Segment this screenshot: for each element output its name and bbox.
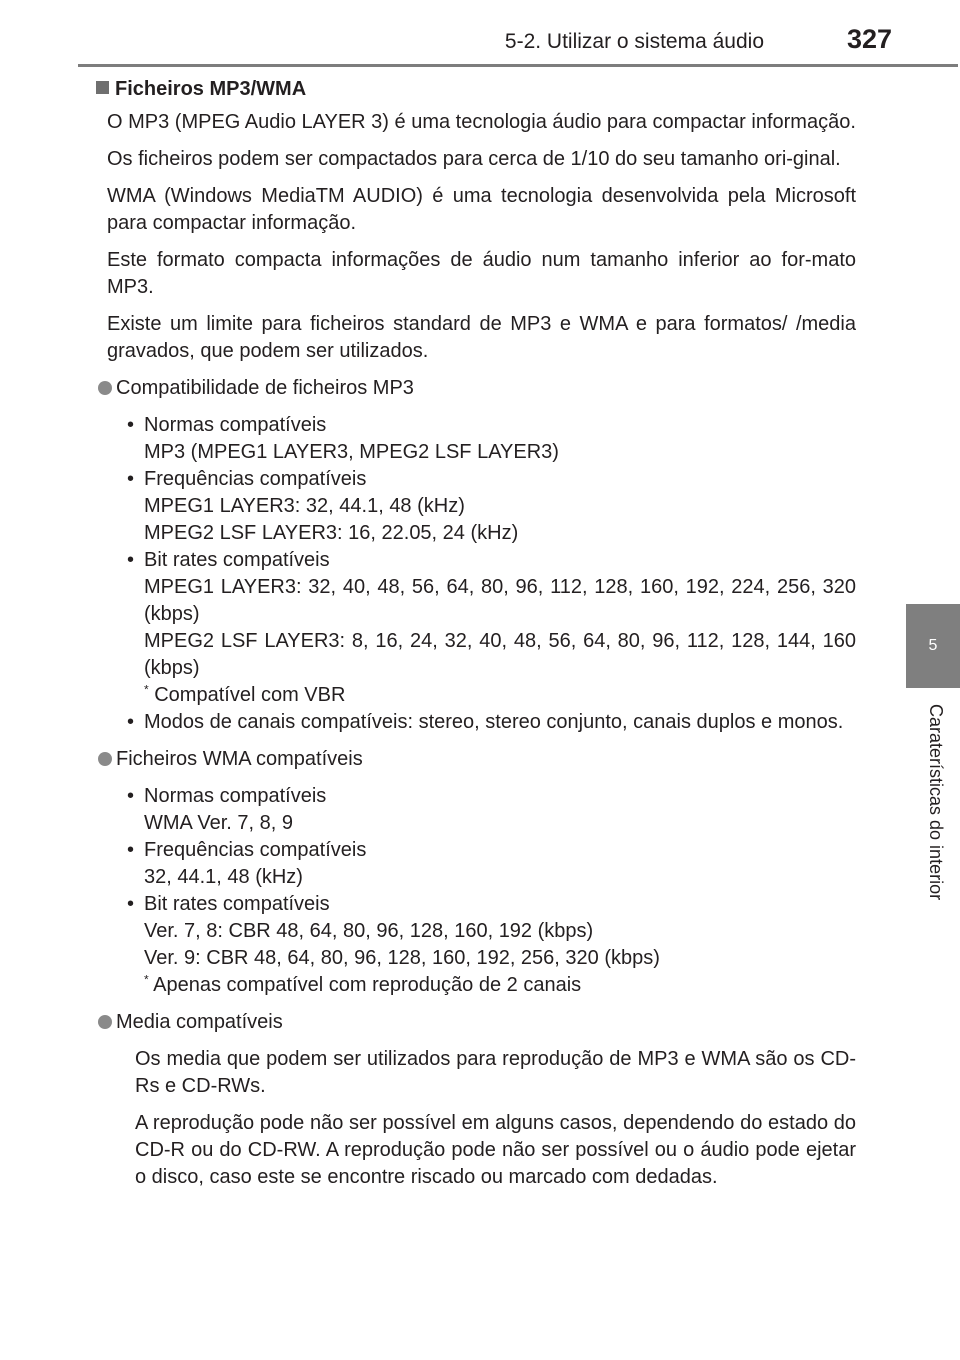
paragraph: A reprodução pode não ser possível em alguns casos, dependendo do estado do CD-R ou do CD-RW. A reprodução pode não ser possível ou o áudio pode ejetar o disco, caso este se encontre riscado ou marcado com dedadas. — [135, 1112, 856, 1188]
header-divider — [78, 64, 958, 67]
section-heading-text: Ficheiros MP3/WMA — [115, 78, 307, 100]
chapter-label: Caraterísticas do interior — [926, 704, 946, 901]
item-label: Bit rates compatíveis — [144, 893, 330, 915]
mp3-heading — [98, 375, 856, 402]
circle-bullet-icon — [98, 381, 112, 395]
wma-heading-text: Ficheiros WMA compatíveis — [116, 748, 363, 770]
list-item — [127, 837, 856, 891]
footnote-text: Compatível com VBR — [154, 684, 346, 706]
item-line: Ver. 7, 8: CBR 48, 64, 80, 96, 128, 160, 192 (kbps) — [144, 920, 594, 942]
list-item — [127, 547, 856, 709]
mp3-list — [127, 412, 856, 736]
item-label: Normas compatíveis — [144, 785, 327, 807]
footnote — [144, 682, 856, 709]
bullet-icon: • — [127, 549, 135, 571]
list-item — [127, 783, 856, 837]
item-line: MPEG1 LAYER3: 32, 40, 48, 56, 64, 80, 96, 112, 128, 160, 192, 224, 256, 320 (kbps) — [144, 576, 856, 625]
item-label: Frequências compatíveis — [144, 468, 367, 490]
section-title: 5-2. Utilizar o sistema áudio — [504, 30, 764, 53]
section-heading — [96, 76, 856, 103]
item-label: Modos de canais compatíveis: stereo, stereo conjunto, canais duplos e monos. — [144, 711, 844, 733]
list-item — [127, 891, 856, 999]
paragraph: Os media que podem ser utilizados para reprodução de MP3 e WMA são os CD-Rs e CD-RWs. — [135, 1048, 856, 1097]
paragraph: Existe um limite para ficheiros standard de MP3 e WMA e para formatos/ /media gravados, que podem ser utilizados. — [107, 313, 856, 362]
footnote — [144, 972, 856, 999]
item-line: 32, 44.1, 48 (kHz) — [144, 866, 303, 888]
page-header — [0, 0, 960, 66]
paragraph: WMA (Windows MediaTM AUDIO) é uma tecnologia desenvolvida pela Microsoft para compactar informação. — [107, 185, 856, 234]
footnote-text: Apenas compatível com reprodução de 2 canais — [153, 974, 582, 996]
item-line: WMA Ver. 7, 8, 9 — [144, 812, 293, 834]
media-heading — [98, 1009, 856, 1036]
mp3-heading-text: Compatibilidade de ficheiros MP3 — [116, 377, 414, 399]
circle-bullet-icon — [98, 752, 112, 766]
media-heading-text: Media compatíveis — [116, 1011, 283, 1033]
item-line: MPEG2 LSF LAYER3: 16, 22.05, 24 (kHz) — [144, 522, 519, 544]
chapter-tab: 5 — [906, 604, 960, 688]
list-item — [127, 466, 856, 547]
asterisk-mark: * — [144, 972, 149, 987]
paragraph: Este formato compacta informações de áudio num tamanho inferior ao for-mato MP3. — [107, 249, 856, 298]
circle-bullet-icon — [98, 1015, 112, 1029]
paragraph: Os ficheiros podem ser compactados para cerca de 1/10 do seu tamanho ori-ginal. — [107, 148, 841, 170]
bullet-icon: • — [127, 414, 135, 436]
item-line: Ver. 9: CBR 48, 64, 80, 96, 128, 160, 192, 256, 320 (kbps) — [144, 947, 660, 969]
item-label: Bit rates compatíveis — [144, 549, 330, 571]
paragraph: O MP3 (MPEG Audio LAYER 3) é uma tecnologia áudio para compactar informação. — [107, 111, 856, 133]
list-item — [127, 709, 856, 736]
bullet-icon: • — [127, 893, 135, 915]
wma-list — [127, 783, 856, 999]
page-number: 327 — [846, 24, 892, 54]
item-line: MPEG1 LAYER3: 32, 44.1, 48 (kHz) — [144, 495, 465, 517]
list-item — [127, 412, 856, 466]
item-label: Normas compatíveis — [144, 414, 327, 436]
bullet-icon: • — [127, 785, 135, 807]
bullet-icon: • — [127, 468, 135, 490]
item-line: MP3 (MPEG1 LAYER3, MPEG2 LSF LAYER3) — [144, 441, 559, 463]
item-line: MPEG2 LSF LAYER3: 8, 16, 24, 32, 40, 48, 56, 64, 80, 96, 112, 128, 144, 160 (kbps) — [144, 630, 856, 679]
item-label: Frequências compatíveis — [144, 839, 367, 861]
bullet-icon: • — [127, 711, 135, 733]
square-bullet-icon — [96, 81, 109, 94]
bullet-icon: • — [127, 839, 135, 861]
wma-heading — [98, 746, 856, 773]
page-content — [96, 76, 856, 1201]
asterisk-mark: * — [144, 682, 149, 697]
